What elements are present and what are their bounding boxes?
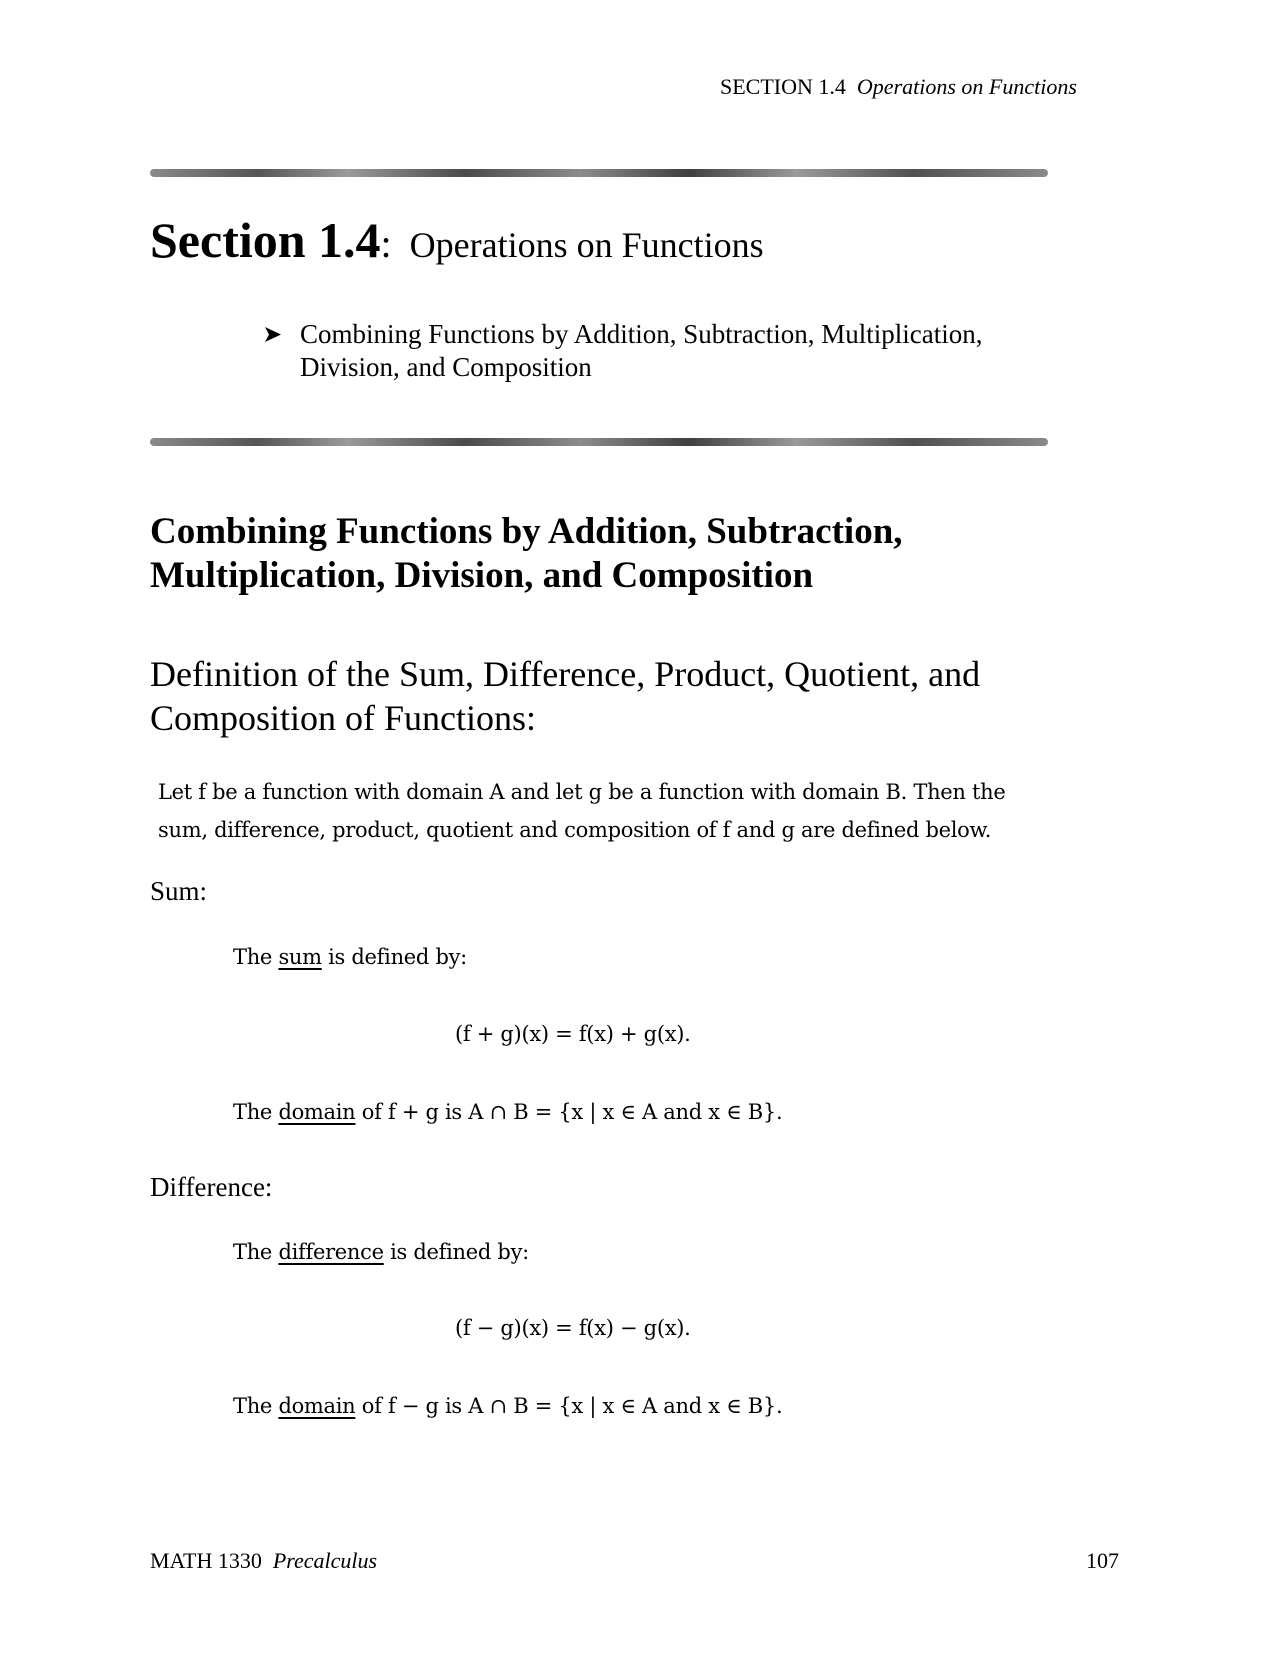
difference-def-suffix: is defined by: [383,1240,529,1264]
difference-def-prefix: The [233,1240,279,1264]
difference-term: difference [278,1240,384,1264]
sum-domain-suffix: of f + g is A ∩ B = {x | x ∈ A and x ∈ B}. [355,1100,783,1124]
section-heading: Combining Functions by Addition, Subtraction, Multiplication, Division, and Composition [150,511,903,596]
sum-def-suffix: is defined by: [321,945,467,969]
footer-title: Precalculus [272,1548,378,1573]
difference-domain [233,1394,782,1418]
arrowhead-bullet-icon [264,318,282,351]
footer-course: MATH 1330 [150,1548,262,1573]
title-section: Section 1.4 [150,212,381,268]
header-section: SECTION 1.4 [720,74,846,99]
header-topic: Operations on Functions [856,74,1077,99]
intro-line-1: Let f be a function with domain A and let g be a function with domain B. Then the [158,780,1006,804]
top-divider [150,169,1048,177]
intro-line-2: sum, difference, product, quotient and composition of f and g are defined below. [158,818,992,842]
difference-equation: (f − g)(x) = f(x) − g(x). [455,1316,691,1340]
running-header [720,74,1077,100]
title-colon: : [380,221,392,266]
sum-definition [233,945,467,969]
difference-domain-suffix: of f − g is A ∩ B = {x | x ∈ A and x ∈ B}. [355,1394,783,1418]
page-title [150,212,764,268]
objective-bullet [264,318,1060,384]
difference-domain-prefix: The [233,1394,279,1418]
page-number: 107 [1086,1548,1119,1573]
sum-def-prefix: The [233,945,279,969]
bottom-divider [150,438,1048,446]
difference-domain-term: domain [278,1394,356,1418]
bullet-text: Combining Functions by Addition, Subtraction, Multiplication, Division, and Composition [300,319,983,382]
difference-definition [233,1240,529,1264]
sum-domain-prefix: The [233,1100,279,1124]
title-subtitle: Operations on Functions [409,225,764,265]
running-footer [150,1548,377,1574]
sum-label: Sum: [150,876,208,906]
intro-paragraph [158,773,1058,849]
definition-heading: Definition of the Sum, Difference, Product, Quotient, and Composition of Functions: [150,654,981,738]
difference-label: Difference: [150,1172,273,1202]
sum-domain-term: domain [278,1100,356,1124]
sum-domain [233,1100,782,1124]
sum-equation: (f + g)(x) = f(x) + g(x). [455,1022,691,1046]
sum-term: sum [278,945,322,969]
